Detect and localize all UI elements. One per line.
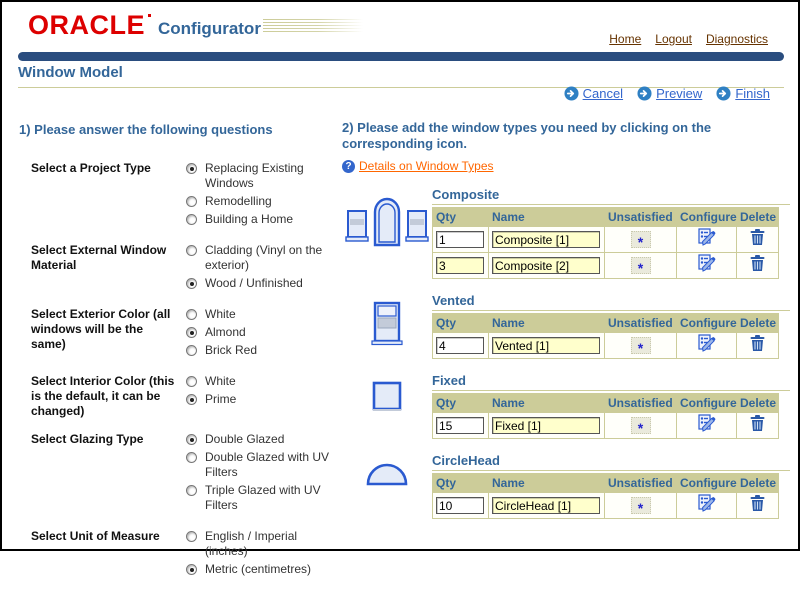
questions-panel [19,122,337,593]
composite-window-icon[interactable] [342,187,432,279]
col-header-name: Name [489,314,605,333]
window-type-title: CircleHead [432,453,790,471]
delete-icon[interactable] [749,254,766,272]
circlehead-window-icon[interactable] [342,453,432,519]
radio-option-label: Wood / Unfinished [205,276,303,290]
page-actions [564,86,770,101]
radio-icon[interactable] [186,196,197,207]
table-row [433,333,779,359]
unsatisfied-indicator: * [631,417,651,434]
fixed-window-icon[interactable] [342,373,432,439]
table-row [433,413,779,439]
radio-option[interactable] [186,161,336,191]
window-type-title: Fixed [432,373,790,391]
question-unit-of-measure [31,529,337,580]
radio-option-label: Cladding (Vinyl on the exterior) [205,243,323,272]
brand-stripes-decoration [263,19,363,32]
col-header-unsatisfied: Unsatisfied [605,314,677,333]
radio-icon[interactable] [186,327,197,338]
radio-option-label: Double Glazed [205,432,285,446]
col-header-configure: Configure [677,208,737,227]
fixed-table [432,393,779,439]
configure-icon[interactable] [697,334,716,352]
question-external-material [31,243,337,294]
radio-option[interactable] [186,562,336,577]
col-header-delete: Delete [737,474,779,493]
radio-icon[interactable] [186,214,197,225]
col-header-unsatisfied: Unsatisfied [605,394,677,413]
table-row [433,253,779,279]
radio-icon[interactable] [186,394,197,405]
vented-window-icon [370,301,404,347]
question-label: Select Unit of Measure [31,529,160,543]
configure-icon[interactable] [697,254,716,272]
qty-input[interactable] [436,231,484,248]
radio-option[interactable] [186,392,336,407]
radio-icon[interactable] [186,309,197,320]
radio-option[interactable] [186,212,336,227]
title-row [18,64,784,88]
radio-option[interactable] [186,343,336,358]
col-header-configure: Configure [677,474,737,493]
radio-option[interactable] [186,529,336,559]
radio-option[interactable] [186,276,336,291]
finish-button[interactable] [716,86,770,101]
qty-input[interactable] [436,257,484,274]
name-input[interactable] [492,337,600,354]
window-type-title: Vented [432,293,790,311]
window-type-section-composite [342,187,790,279]
window-type-section-circlehead [342,453,790,519]
cancel-button[interactable] [564,86,623,101]
radio-option[interactable] [186,325,336,340]
delete-icon[interactable] [749,494,766,512]
arrow-right-icon [564,86,579,101]
radio-icon[interactable] [186,376,197,387]
name-input[interactable] [492,257,600,274]
radio-icon[interactable] [186,485,197,496]
vented-table [432,313,779,359]
composite-table [432,207,779,279]
window-types-heading: 2) Please add the window types you need by clicking on the corresponding icon. [342,120,712,151]
global-links [609,32,768,46]
radio-option-label: Prime [205,392,237,406]
window-type-title: Composite [432,187,790,205]
radio-option-label: Remodelling [205,194,272,208]
configure-icon[interactable] [697,228,716,246]
radio-option-label: Building a Home [205,212,294,226]
diagnostics-link[interactable]: Diagnostics [705,32,768,46]
radio-icon[interactable] [186,163,197,174]
question-exterior-color [31,307,337,361]
oracle-logo: ORACLE [28,12,152,39]
radio-option[interactable] [186,307,336,322]
table-row [433,493,779,519]
help-icon: ? [342,160,355,173]
finish-label[interactable]: Finish [735,86,770,101]
col-header-name: Name [489,394,605,413]
radio-option[interactable] [186,243,336,273]
radio-icon[interactable] [186,452,197,463]
radio-option-label: White [205,374,236,388]
window-type-section-vented [342,293,790,359]
radio-icon[interactable] [186,345,197,356]
name-input[interactable] [492,231,600,248]
question-label: Select Interior Color (this is the default, it can be changed) [31,374,175,418]
radio-option[interactable] [186,432,336,447]
col-header-configure: Configure [677,314,737,333]
delete-icon[interactable] [749,334,766,352]
col-header-delete: Delete [737,208,779,227]
qty-input[interactable] [436,417,484,434]
col-header-configure: Configure [677,394,737,413]
question-label: Select a Project Type [31,161,151,175]
radio-option[interactable] [186,483,336,513]
radio-option-label: Brick Red [205,343,258,357]
col-header-qty: Qty [433,314,489,333]
arrow-right-icon [637,86,652,101]
radio-icon[interactable] [186,434,197,445]
radio-icon[interactable] [186,245,197,256]
header-divider-bar [18,52,784,61]
delete-icon[interactable] [749,414,766,432]
name-input[interactable] [492,417,600,434]
col-header-qty: Qty [433,474,489,493]
radio-option-label: Metric (centimetres) [205,562,312,576]
product-name: Configurator [158,19,261,38]
arrow-right-icon [716,86,731,101]
radio-option-label: Almond [205,325,246,339]
radio-icon[interactable] [186,531,197,542]
table-row [433,227,779,253]
radio-option-label: Replacing Existing Windows [205,161,304,190]
question-project-type [31,161,337,230]
vented-window-icon[interactable] [342,293,432,359]
radio-option-label: Double Glazed with UV Filters [205,450,330,479]
col-header-unsatisfied: Unsatisfied [605,208,677,227]
radio-option[interactable] [186,374,336,389]
radio-option[interactable] [186,450,336,480]
question-label: Select External Window Material [31,243,167,272]
radio-option-label: English / Imperial (inches) [205,529,298,558]
question-interior-color [31,374,337,419]
unsatisfied-indicator: * [631,257,651,274]
preview-label[interactable]: Preview [656,86,703,101]
composite-window-icon [346,195,428,251]
col-header-delete: Delete [737,394,779,413]
radio-icon[interactable] [186,564,197,575]
configure-icon[interactable] [697,494,716,512]
question-label: Select Exterior Color (all windows will be the same) [31,307,171,351]
qty-input[interactable] [436,497,484,514]
questions-heading: 1) Please answer the following questions [19,122,273,137]
home-link[interactable]: Home [609,32,642,46]
col-header-unsatisfied: Unsatisfied [605,474,677,493]
radio-option-label: White [205,307,236,321]
unsatisfied-indicator: * [631,231,651,248]
preview-button[interactable] [637,86,702,101]
col-header-qty: Qty [433,394,489,413]
col-header-delete: Delete [737,314,779,333]
details-link-label[interactable]: Details on Window Types [359,159,494,173]
window-types-panel [342,120,790,519]
unsatisfied-indicator: * [631,497,651,514]
unsatisfied-indicator: * [631,337,651,354]
radio-icon[interactable] [186,278,197,289]
configure-icon[interactable] [697,414,716,432]
col-header-name: Name [489,474,605,493]
question-label: Select Glazing Type [31,432,144,446]
name-input[interactable] [492,497,600,514]
page-title: Window Model [18,64,123,81]
radio-option-label: Triple Glazed with UV Filters [205,483,321,512]
cancel-label[interactable]: Cancel [582,86,624,101]
question-glazing-type [31,432,337,516]
radio-option[interactable] [186,194,336,209]
qty-input[interactable] [436,337,484,354]
details-on-window-types-link[interactable] [342,159,790,173]
window-type-section-fixed [342,373,790,439]
circlehead-table [432,473,779,519]
header [28,12,363,39]
logout-link[interactable]: Logout [655,32,692,46]
delete-icon[interactable] [749,228,766,246]
col-header-name: Name [489,208,605,227]
col-header-qty: Qty [433,208,489,227]
circlehead-window-icon [365,461,409,487]
fixed-window-icon [371,381,403,413]
